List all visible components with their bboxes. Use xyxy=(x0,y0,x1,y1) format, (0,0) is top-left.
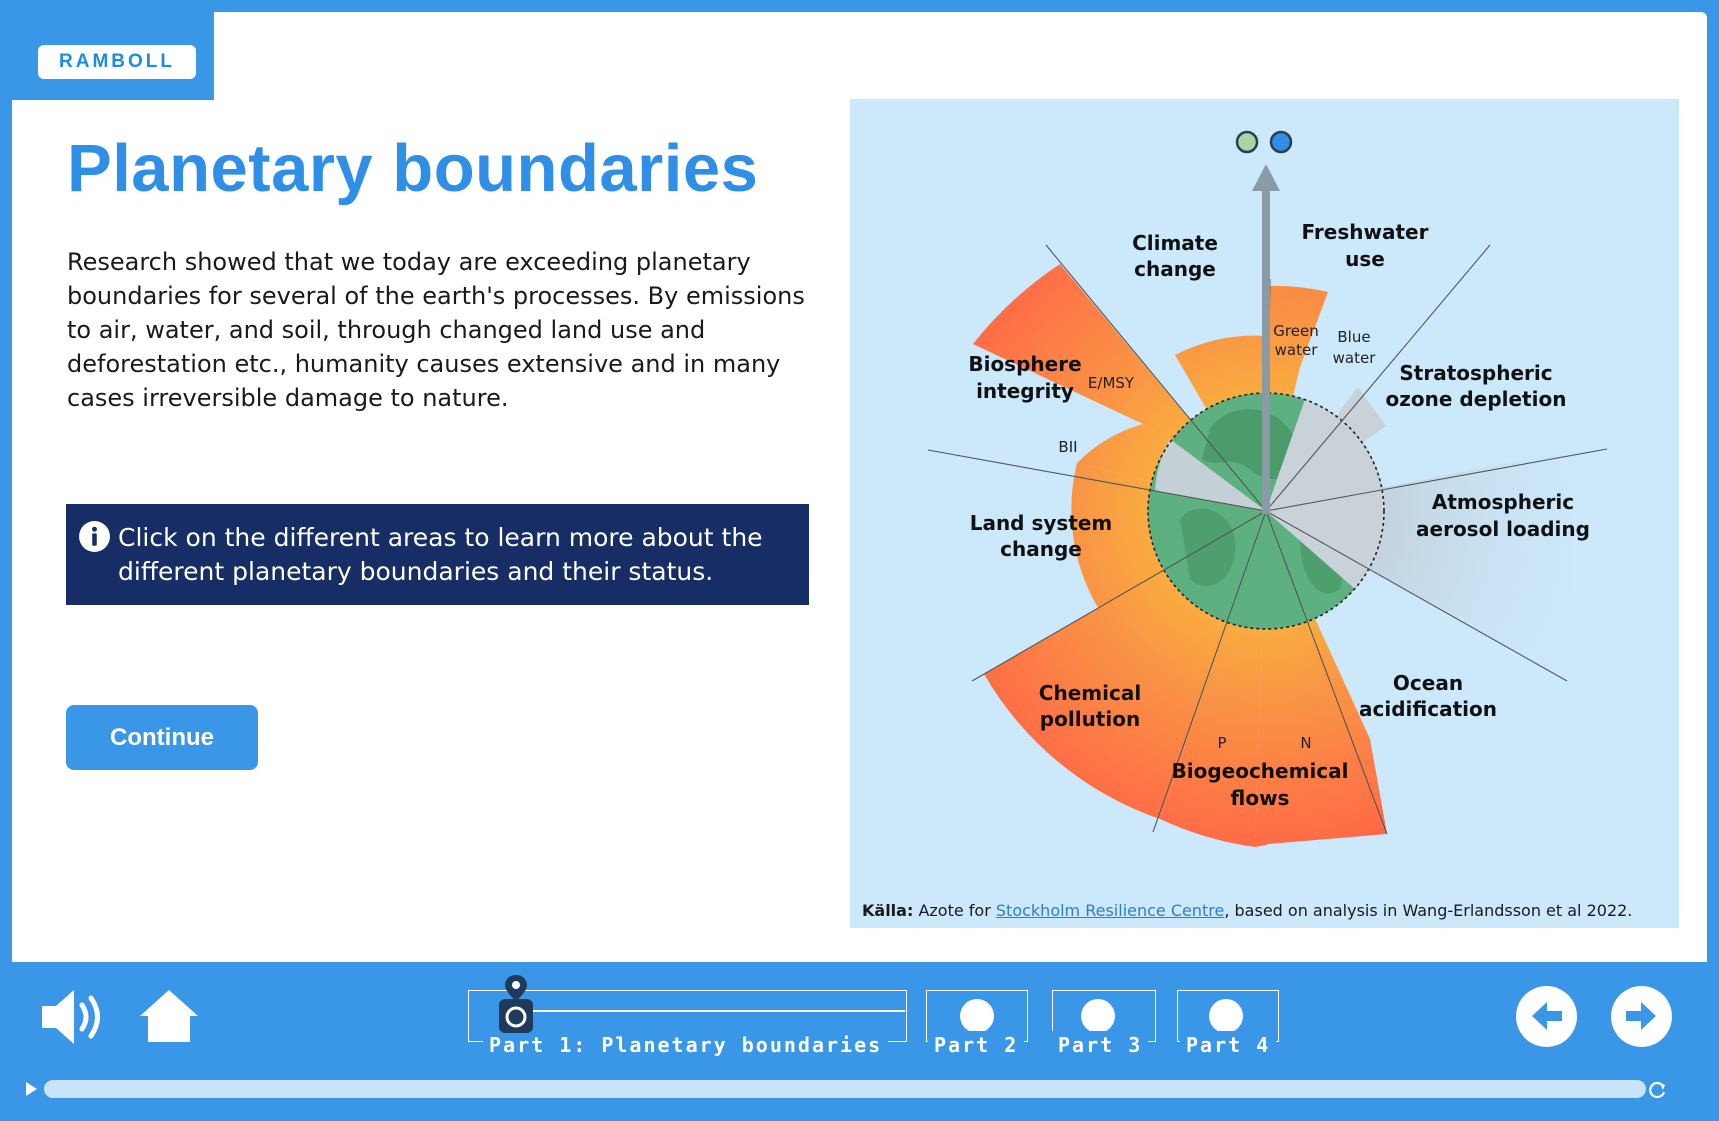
current-location-icon xyxy=(497,973,535,1035)
sublabel-green-water-2: water xyxy=(1274,341,1318,359)
label-land-line1[interactable]: Land system xyxy=(969,511,1113,535)
replay-icon[interactable] xyxy=(1648,1080,1668,1100)
ramboll-logo: RAMBOLL xyxy=(38,45,196,79)
sublabel-blue-water-1: Blue xyxy=(1337,328,1371,346)
logo-tab xyxy=(12,12,214,100)
label-climate-line1[interactable]: Climate xyxy=(1132,231,1218,255)
sublabel-bii: BII xyxy=(1058,438,1078,456)
info-icon xyxy=(78,520,111,553)
home-icon[interactable] xyxy=(138,988,200,1044)
sublabel-blue-water-2: water xyxy=(1332,349,1376,367)
label-biogeo-line1[interactable]: Biogeochemical xyxy=(1171,759,1349,783)
play-icon[interactable] xyxy=(24,1081,38,1097)
label-ozone-line1[interactable]: Stratospheric xyxy=(1399,361,1553,385)
intro-text: Research showed that we today are exceeding planetary boundaries for several of the earth's processes. By emissions to air, water, and soil, through changed land use and deforestation etc., humanity causes extensive and in many cases irreversible damage to nature. xyxy=(67,248,805,412)
label-chemical-line1[interactable]: Chemical xyxy=(1038,681,1142,705)
source-caption xyxy=(862,901,1632,920)
nav-part2-dot[interactable] xyxy=(960,999,994,1033)
sublabel-green-water-1: Green xyxy=(1273,322,1319,340)
part1-progress-line xyxy=(505,1010,905,1012)
label-biosphere-line2[interactable]: integrity xyxy=(976,379,1074,403)
seek-bar[interactable] xyxy=(44,1080,1646,1098)
info-banner xyxy=(66,504,809,605)
nav-part1-label[interactable]: Part 1: Planetary boundaries xyxy=(483,1031,888,1059)
arrow-right-icon xyxy=(1611,986,1672,1047)
planetary-boundaries-diagram xyxy=(850,99,1679,928)
sublabel-n: N xyxy=(1300,734,1312,752)
page-title: Planetary boundaries xyxy=(67,131,759,206)
info-text: Click on the different areas to learn more about the different planetary boundaries and their status. xyxy=(118,523,763,586)
label-ocean-line1[interactable]: Ocean xyxy=(1392,671,1464,695)
label-biosphere-line1[interactable]: Biosphere xyxy=(968,352,1082,376)
source-text1: Azote for xyxy=(918,901,991,920)
content-card xyxy=(12,12,1707,962)
nav-part3-label[interactable]: Part 3 xyxy=(1052,1031,1148,1059)
continue-button[interactable]: Continue xyxy=(66,705,258,770)
label-aerosol-line1[interactable]: Atmospheric xyxy=(1431,490,1575,514)
source-link[interactable]: Stockholm Resilience Centre xyxy=(995,901,1225,920)
label-chemical-line2[interactable]: pollution xyxy=(1039,707,1141,731)
nav-part4-dot[interactable] xyxy=(1209,999,1243,1033)
sublabel-p: P xyxy=(1217,734,1227,752)
previous-button[interactable] xyxy=(1516,986,1577,1047)
nav-part2-label[interactable]: Part 2 xyxy=(928,1031,1024,1059)
label-ocean-line2[interactable]: acidification xyxy=(1359,697,1497,721)
nav-part3-dot[interactable] xyxy=(1081,999,1115,1033)
label-ozone-line2[interactable]: ozone depletion xyxy=(1385,387,1567,411)
label-climate-line2[interactable]: change xyxy=(1134,257,1216,281)
sublabel-emsy: E/MSY xyxy=(1087,374,1135,392)
nav-part4-label[interactable]: Part 4 xyxy=(1180,1031,1276,1059)
source-prefix: Källa: xyxy=(862,901,914,920)
volume-icon[interactable] xyxy=(42,988,110,1046)
next-button[interactable] xyxy=(1611,986,1672,1047)
label-aerosol-line2[interactable]: aerosol loading xyxy=(1416,517,1590,541)
label-freshwater-line1[interactable]: Freshwater xyxy=(1301,220,1429,244)
label-land-line2[interactable]: change xyxy=(1000,537,1082,561)
label-biogeo-line2[interactable]: flows xyxy=(1230,786,1290,810)
source-text2: , based on analysis in Wang-Erlandsson et al 2022. xyxy=(1224,901,1633,920)
label-freshwater-line2[interactable]: use xyxy=(1345,247,1385,271)
arrow-left-icon xyxy=(1516,986,1577,1047)
